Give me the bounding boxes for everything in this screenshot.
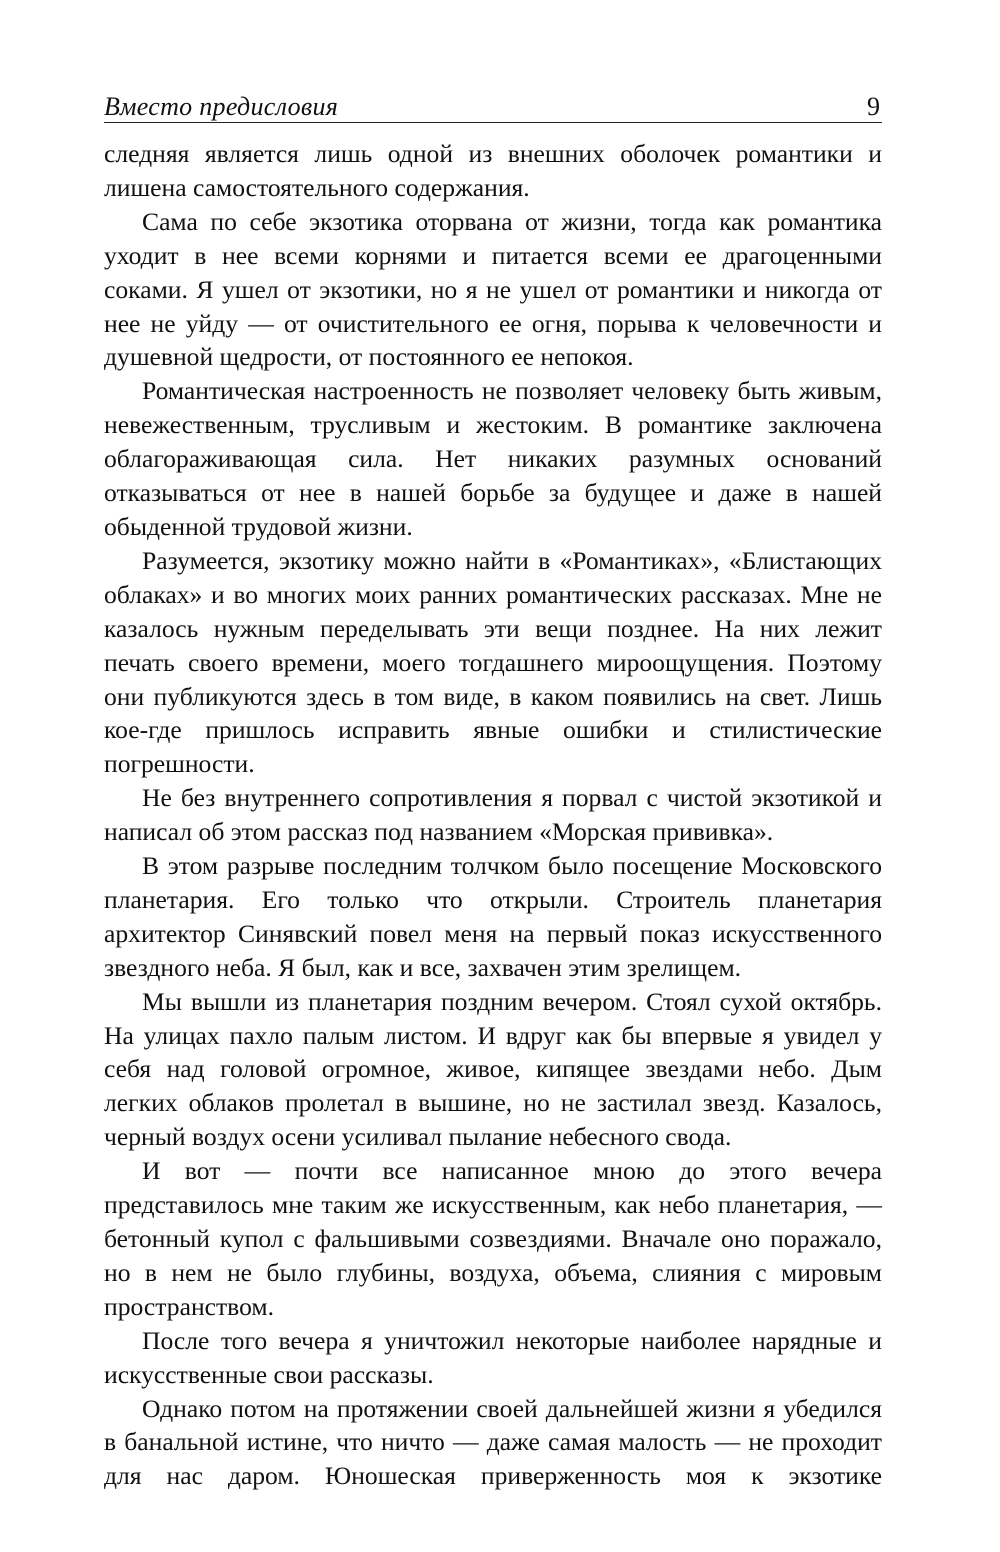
paragraph: Мы вышли из планетария поздним вечером. Стоял сухой октябрь. На улицах пахло палым листом. И вдруг как бы впервые я увидел у себя над головой огромное, живое, кипящее звездами небо. Дым легких облаков пролетал в вышине, но не застилал звезд. Казалось, черный воздух осени усиливал пылание небесного свода. bbox=[104, 986, 882, 1152]
paragraph: Разумеется, экзотику можно найти в «Романтиках», «Блистающих облаках» и во многих моих ранних романтических рассказах. Мне не казалось нужным переделывать эти вещи позднее. На них лежит печать своего времени, моего тогдашнего мироощущения. Поэтому они публикуются здесь в том виде, в каком появились на свет. Лишь кое-где пришлось исправить явные ошибки и стилистические погрешности. bbox=[104, 545, 882, 779]
running-title: Вместо предисловия bbox=[104, 92, 339, 121]
paragraph: Однако потом на протяжении своей дальнейшей жизни я убедился в банальной истине, что ничто — даже самая малость — не проходит для нас даром. Юношеская приверженность моя к экзотике bbox=[104, 1393, 882, 1491]
paragraph: После того вечера я уничтожил некоторые наиболее нарядные и искусственные свои рассказы. bbox=[104, 1325, 882, 1389]
paragraph: Романтическая настроенность не позволяет человеку быть живым, невежественным, трусливым и жестоким. В романтике заключена облагораживающая сила. Нет никаких разумных оснований отказываться от нее в нашей борьбе за будущее и даже в нашей обыденной трудовой жизни. bbox=[104, 376, 882, 541]
book-page bbox=[104, 84, 882, 1493]
paragraph: Сама по себе экзотика оторвана от жизни, тогда как романтика уходит в нее всеми корнями и питается всеми ее драгоценными соками. Я ушел от экзотики, но я не ушел от романтики и никогда от нее не уйду — от очистительного ее огня, порыва к человечности и душевной щедрости, от постоянного ее непокоя. bbox=[104, 206, 882, 372]
paragraph: И вот — почти все написанное мною до этого вечера представилось мне таким же искусственным, как небо планетария, — бетонный купол с фальшивыми созвездиями. Вначале оно поражало, но в нем не было глубины, воздуха, объема, слияния с мировым пространством. bbox=[104, 1156, 882, 1321]
running-header bbox=[104, 84, 882, 123]
body-text bbox=[104, 137, 882, 1493]
paragraph: Не без внутреннего сопротивления я порвал с чистой экзотикой и написал об этом рассказ под названием «Морская прививка». bbox=[104, 783, 882, 847]
paragraph: следняя является лишь одной из внешних оболочек романтики и лишена самостоятельного содержания. bbox=[104, 139, 882, 202]
paragraph: В этом разрыве последним толчком было посещение Московского планетария. Его только что открыли. Строитель планетария архитектор Синявский повел меня на первый показ искусственного звездного неба. Я был, как и все, захвачен этим зрелищем. bbox=[104, 851, 882, 982]
page-number: 9 bbox=[867, 92, 880, 121]
